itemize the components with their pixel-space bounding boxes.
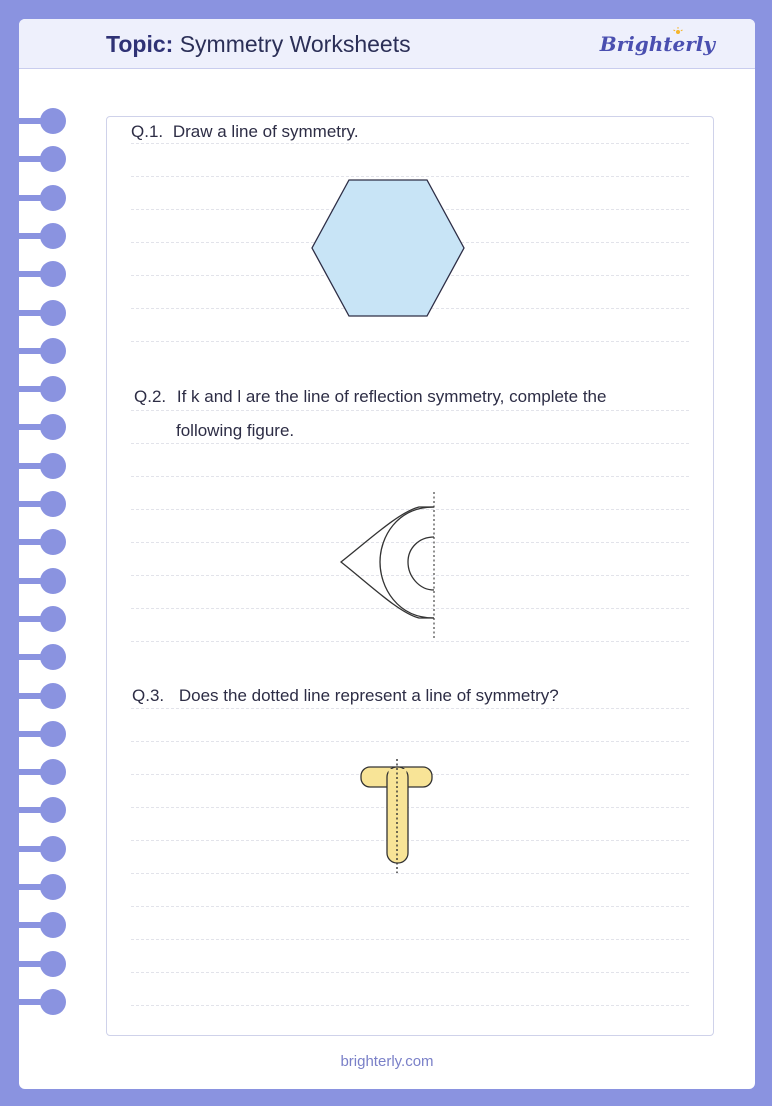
binding-ring xyxy=(0,721,67,747)
writing-rule xyxy=(131,410,689,411)
binding-ring xyxy=(0,951,67,977)
binding-ring xyxy=(0,261,67,287)
question-1 xyxy=(131,122,359,142)
writing-rule xyxy=(131,143,689,144)
question-2-number: Q.2. xyxy=(134,387,167,406)
writing-rule xyxy=(131,741,689,742)
letter-t-figure xyxy=(359,757,439,877)
writing-rule xyxy=(131,476,689,477)
question-1-number: Q.1. xyxy=(131,122,164,141)
binding-ring xyxy=(0,836,67,862)
writing-rule xyxy=(131,708,689,709)
binding-ring xyxy=(0,683,67,709)
binding-ring xyxy=(0,606,67,632)
question-3-text: Does the dotted line represent a line of symmetry? xyxy=(178,686,559,705)
question-2 xyxy=(134,387,606,407)
writing-rule xyxy=(131,906,689,907)
brighterly-logo: Brighterly xyxy=(599,32,715,56)
worksheet-page xyxy=(19,19,755,1089)
question-3-number: Q.3. xyxy=(132,686,165,705)
binding-ring xyxy=(0,108,67,134)
writing-rule xyxy=(131,1005,689,1006)
question-1-text: Draw a line of symmetry. xyxy=(172,122,359,141)
binding-ring xyxy=(0,912,67,938)
binding-ring xyxy=(0,146,67,172)
binding-ring xyxy=(0,300,67,326)
question-3 xyxy=(132,686,559,706)
writing-rule xyxy=(131,972,689,973)
writing-rule xyxy=(131,939,689,940)
question-2-line2: following figure. xyxy=(176,421,295,440)
binding-ring xyxy=(0,644,67,670)
writing-rule xyxy=(131,641,689,642)
binding-ring xyxy=(0,759,67,785)
binding-ring xyxy=(0,529,67,555)
half-eye-figure xyxy=(339,490,439,640)
page-title xyxy=(106,31,411,58)
question-panel xyxy=(106,116,714,1036)
binding-ring xyxy=(0,376,67,402)
worksheet-header xyxy=(19,19,755,69)
topic-title: Symmetry Worksheets xyxy=(179,31,411,57)
binding-ring xyxy=(0,491,67,517)
footer-site: brighterly.com xyxy=(340,1053,434,1070)
question-2-text: If k and l are the line of reflection symmetry, complete the xyxy=(176,387,607,406)
binding-ring xyxy=(0,414,67,440)
binding-ring xyxy=(0,797,67,823)
binding-ring xyxy=(0,338,67,364)
hexagon-shape xyxy=(311,179,465,319)
writing-rule xyxy=(131,443,689,444)
topic-label: Topic: xyxy=(106,31,174,57)
binding-ring xyxy=(0,874,67,900)
binding-ring xyxy=(0,568,67,594)
binding-ring xyxy=(0,185,67,211)
binding-ring xyxy=(0,989,67,1015)
writing-rule xyxy=(131,176,689,177)
binding-ring xyxy=(0,223,67,249)
binding-ring xyxy=(0,453,67,479)
writing-rule xyxy=(131,341,689,342)
